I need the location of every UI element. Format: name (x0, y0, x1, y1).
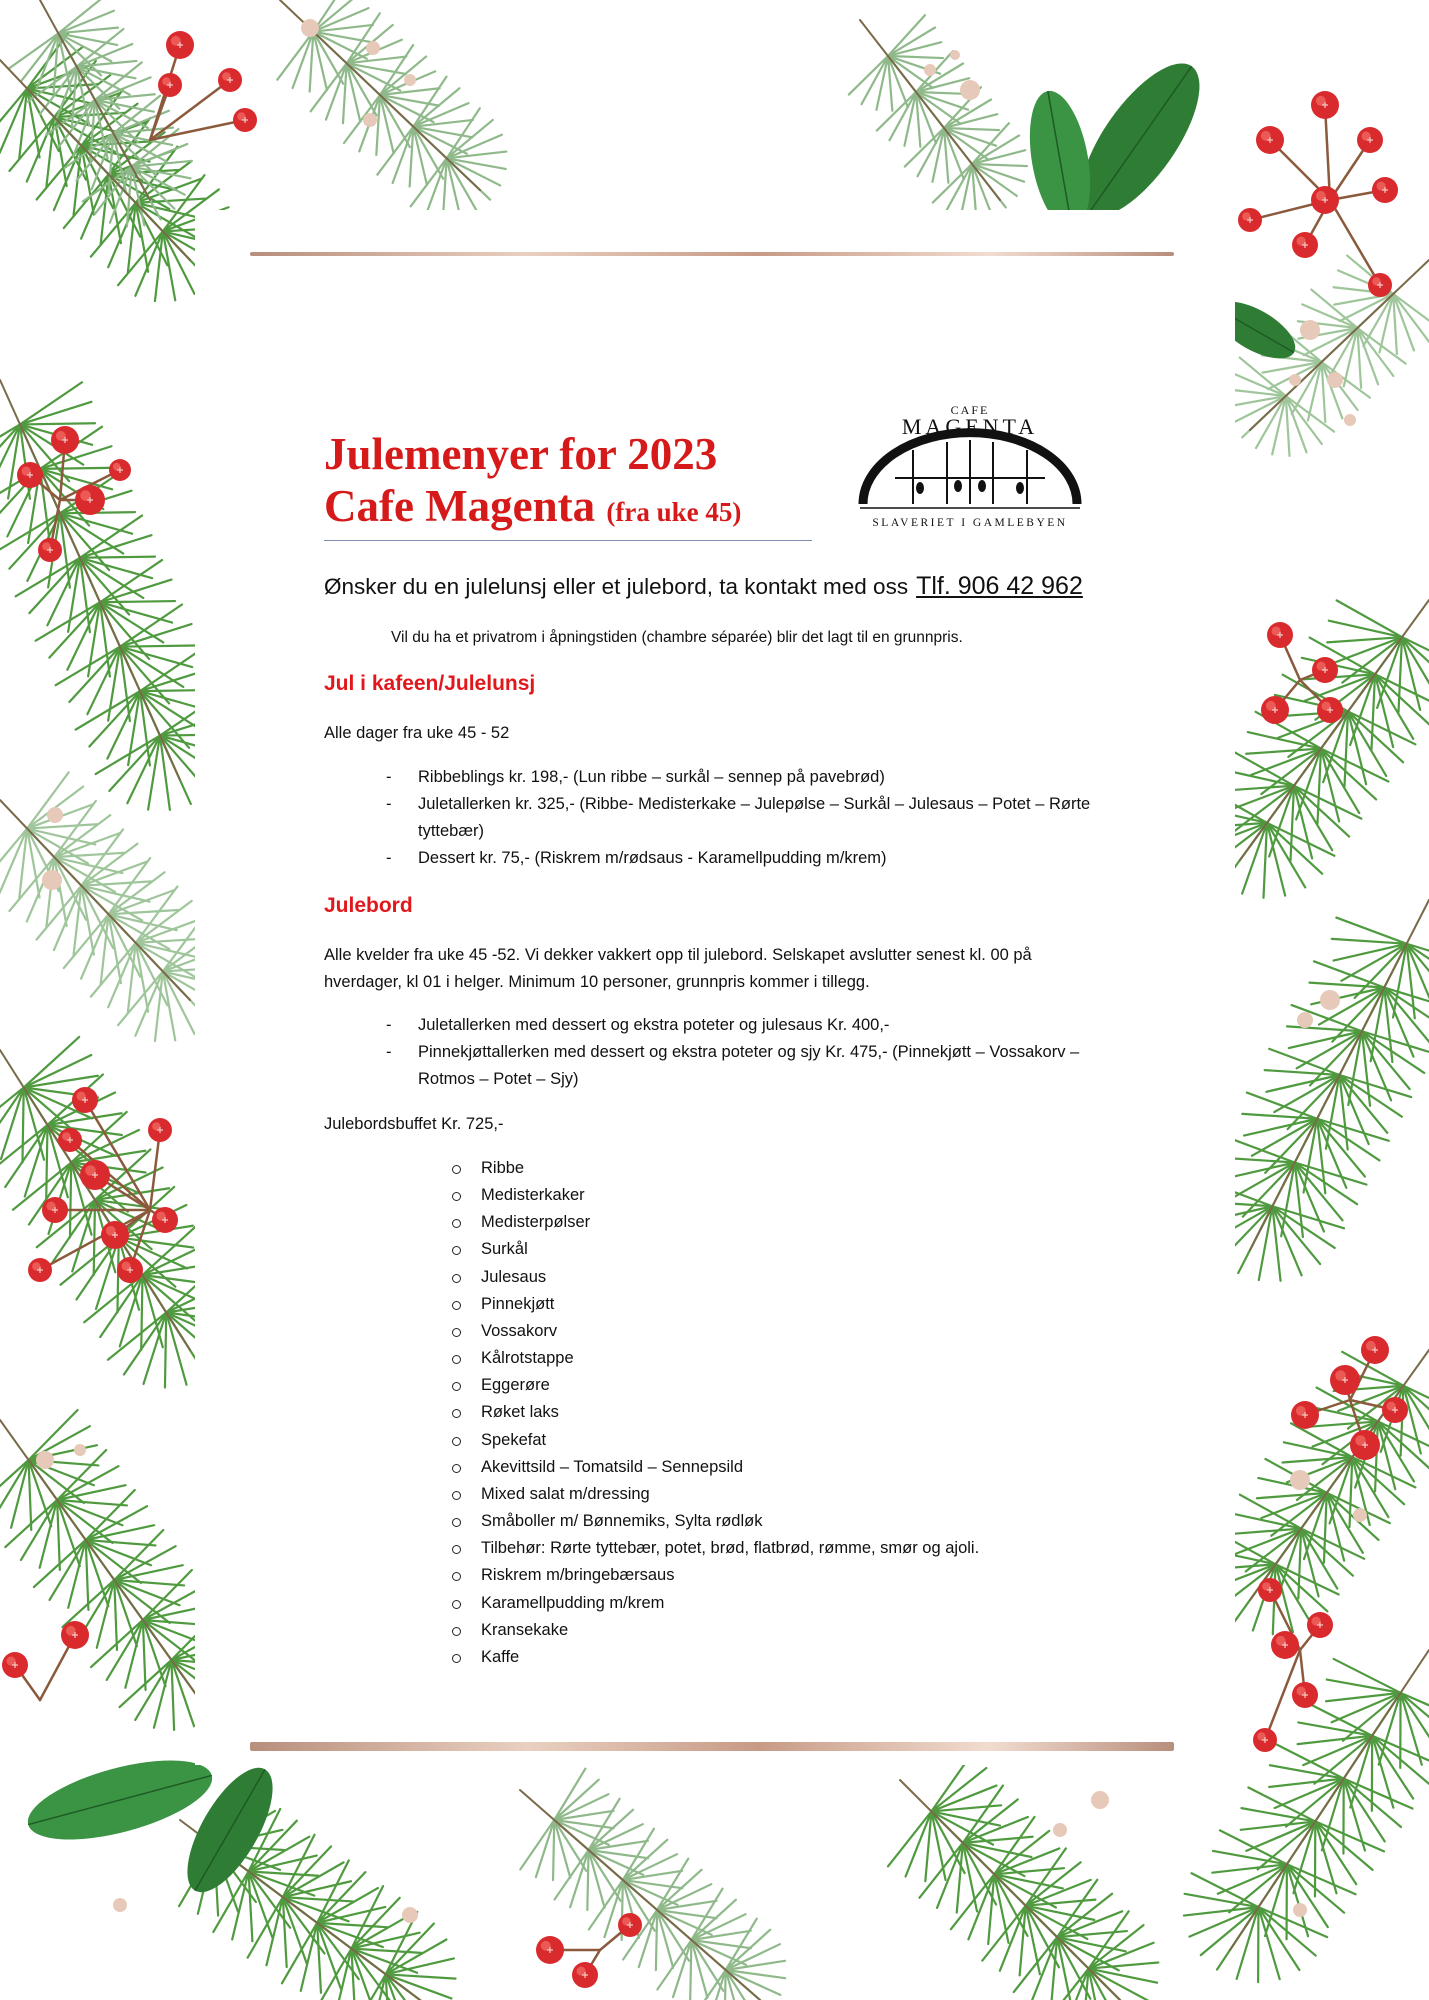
pine-sprig-icon (623, 1859, 716, 1970)
pine-sprig-icon (1226, 358, 1334, 456)
red-berry-icon (1256, 126, 1284, 154)
buffet-title: Julebordsbuffet Kr. 725,- (324, 1115, 504, 1133)
red-berry-icon (117, 1257, 143, 1283)
red-berry-icon (1271, 1631, 1299, 1659)
red-berry-icon (1350, 1430, 1380, 1460)
lunch-heading: Jul i kafeen/Julelunsj (324, 672, 536, 695)
red-berry-icon (75, 485, 105, 515)
pine-sprig-icon (555, 1799, 648, 1910)
phone-number[interactable]: Tlf. 906 42 962 (916, 572, 1083, 600)
red-berry-icon (61, 1621, 89, 1649)
buffet-item: Tilbehør: Rørte tyttebær, potet, brød, flatbrød, rømme, smør og ajoli. (450, 1535, 979, 1562)
red-berry-icon (80, 1160, 110, 1190)
buffet-item: Surkål (450, 1236, 979, 1263)
red-berry-icon (1258, 1578, 1282, 1602)
red-berry-icon (1317, 697, 1343, 723)
pine-sprig-icon (91, 887, 206, 1013)
red-berry-icon (42, 1197, 68, 1223)
list-item: - Juletallerken kr. 325,- (Ribbe- Medisterkake – Julepølse – Surkål – Julesaus – Potet – Rørte tyttebær) (386, 795, 1091, 840)
red-berry-icon (72, 1087, 98, 1113)
buffet-item: Vossakorv (450, 1318, 979, 1345)
red-berry-icon (618, 1913, 642, 1937)
red-berry-icon (218, 68, 242, 92)
buffet-item: Kaffe (450, 1644, 979, 1671)
lunch-intro: Alle dager fra uke 45 - 52 (324, 724, 510, 742)
contact-text: Ønsker du en julelunsj eller et julebord, ta kontakt med oss (324, 574, 909, 599)
julebord-menu-list (324, 1012, 1124, 1093)
pine-sprig-icon (56, 604, 195, 721)
red-berry-icon (166, 31, 194, 59)
red-berry-icon (1372, 177, 1398, 203)
page-subtitle (324, 480, 814, 538)
julebord-intro: Alle kvelder fra uke 45 -52. Vi dekker vakkert opp til julebord. Selskapet avslutter senest kl. 00 på hverdager, kl 01 i helger. Minimum 10 personer, grunnpris kommer i tillegg. (324, 946, 1032, 991)
red-berry-icon (572, 1962, 598, 1988)
red-berry-icon (1292, 232, 1318, 258)
red-berry-icon (1291, 1401, 1319, 1429)
buffet-items-list (450, 1155, 979, 1671)
red-berry-icon (2, 1652, 28, 1678)
list-item: - Ribbeblings kr. 198,- (Lun ribbe – surkål – sennep på pavebrød) (386, 768, 885, 786)
buffet-item: Akevittsild – Tomatsild – Sennepsild (450, 1454, 979, 1481)
pine-sprig-icon (657, 1889, 750, 2000)
red-berry-icon (1253, 1728, 1277, 1752)
green-leaf-icon (20, 1745, 220, 1856)
red-berry-icon (101, 1221, 129, 1249)
red-berry-icon (1382, 1397, 1408, 1423)
buffet-item: Røket laks (450, 1399, 979, 1426)
buffet-item: Eggerøre (450, 1372, 979, 1399)
red-berry-icon (1357, 127, 1383, 153)
buffet-item: Ribbe (450, 1155, 979, 1182)
pine-sprig-icon (520, 1769, 613, 1880)
red-berry-icon (28, 1258, 52, 1282)
title-block (324, 428, 814, 538)
red-berry-icon (1312, 657, 1338, 683)
red-berry-icon (51, 426, 79, 454)
lunch-menu-list (324, 764, 1104, 872)
red-berry-icon (1261, 696, 1289, 724)
contact-line (324, 572, 1083, 601)
pine-sprig-icon (9, 801, 124, 927)
red-berry-icon (1361, 1336, 1389, 1364)
buffet-item: Medisterpølser (450, 1209, 979, 1236)
logo-tagline: SLAVERIET I GAMLEBYEN (872, 517, 1068, 529)
buffet-item: Spekefat (450, 1427, 979, 1454)
red-berry-icon (1267, 622, 1293, 648)
red-berry-icon (148, 1118, 172, 1142)
private-room-note: Vil du ha et privatrom i åpningstiden (chambre séparée) blir det lagt til en grunnpris. (391, 629, 963, 646)
list-item: - Dessert kr. 75,- (Riskrem m/rødsaus - Karamellpudding m/krem) (386, 849, 887, 867)
top-rose-gold-rule (250, 252, 1174, 256)
red-berry-icon (1311, 186, 1339, 214)
buffet-item: Kransekake (450, 1617, 979, 1644)
buffet-item: Riskrem m/bringebærsaus (450, 1562, 979, 1589)
red-berry-icon (1292, 1682, 1318, 1708)
julebord-heading: Julebord (324, 894, 413, 917)
pine-sprig-icon (36, 560, 175, 677)
bottom-rose-gold-rule (250, 1742, 1174, 1751)
cafe-magenta-logo (855, 400, 1085, 535)
buffet-item: Mixed salat m/dressing (450, 1481, 979, 1508)
buffet-item: Julesaus (450, 1264, 979, 1291)
page-title: Julemenyer for 2023 (324, 429, 718, 479)
title-week-note: (fra uke 45) (606, 497, 742, 527)
list-item: - Pinnekjøttallerken med dessert og ekstra poteter og sjy Kr. 475,- (Pinnekjøtt – Vossakorv – Rotmos – Potet – Sjy) (386, 1043, 1080, 1088)
red-berry-icon (1307, 1612, 1333, 1638)
red-berry-icon (152, 1207, 178, 1233)
red-berry-icon (58, 1128, 82, 1152)
logo-top-text: CAFE (950, 403, 990, 417)
red-berry-icon (158, 73, 182, 97)
buffet-item: Pinnekjøtt (450, 1291, 979, 1318)
buffet-item: Karamellpudding m/krem (450, 1590, 979, 1617)
red-berry-icon (233, 108, 257, 132)
buffet-item: Kålrotstappe (450, 1345, 979, 1372)
title-underline (324, 540, 812, 541)
logo-name: MAGENTA (901, 414, 1039, 439)
red-berry-icon (1330, 1365, 1360, 1395)
pine-sprig-icon (888, 1754, 1001, 1881)
red-berry-icon (109, 459, 131, 481)
cafe-name-title: Cafe Magenta (324, 481, 596, 531)
red-berry-icon (1311, 91, 1339, 119)
pine-sprig-icon (16, 516, 155, 633)
red-berry-icon (1368, 273, 1392, 297)
red-berry-icon (1238, 208, 1262, 232)
pine-sprig-icon (64, 858, 179, 984)
red-berry-icon (536, 1936, 564, 1964)
red-berry-icon (17, 462, 43, 488)
buffet-item: Medisterkaker (450, 1182, 979, 1209)
list-item: - Juletallerken med dessert og ekstra poteter og julesaus Kr. 400,- (386, 1016, 890, 1034)
red-berry-icon (38, 538, 62, 562)
pine-sprig-icon (37, 829, 152, 955)
buffet-item: Småboller m/ Bønnemiks, Sylta rødløk (450, 1508, 979, 1535)
